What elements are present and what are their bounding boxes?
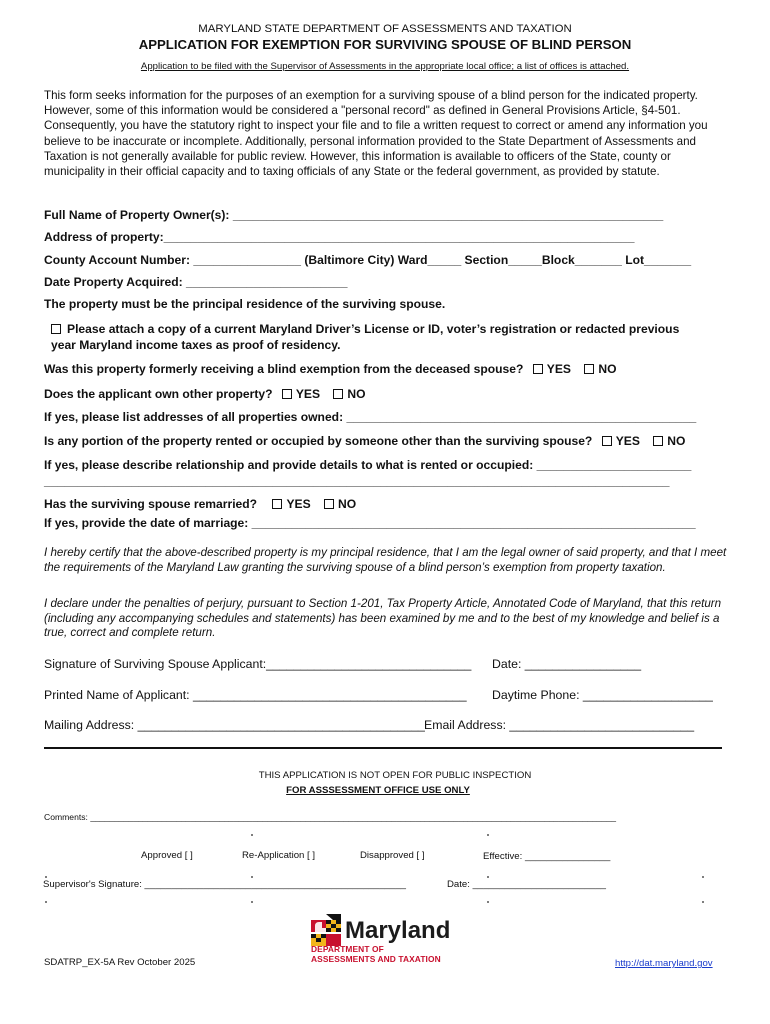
- not-open-notice: THIS APPLICATION IS NOT OPEN FOR PUBLIC INSPECTION: [258, 770, 532, 781]
- yes-label: YES: [295, 387, 321, 401]
- yes-label: YES: [546, 362, 571, 376]
- attach-proof-line2: year Maryland income taxes as proof of residency.: [51, 338, 341, 352]
- signature-field[interactable]: Signature of Surviving Spouse Applicant:______________________________: [44, 657, 472, 671]
- form-id: SDATRP_EX-5A Rev October 2025: [44, 957, 196, 968]
- form-subtitle: Application to be filed with the Supervisor of Assessments in the appropriate local office; a list of offices is attached.: [140, 61, 630, 72]
- approved-checkbox[interactable]: Approved [ ]: [141, 850, 193, 861]
- dept-name: [311, 945, 441, 964]
- county-account-field[interactable]: County Account Number: ________________ (Baltimore City) Ward_____ Section_____Block_______ Lot_______: [44, 253, 692, 267]
- blind-exemption-label: Was this property formerly receiving a blind exemption from the deceased spouse?: [44, 362, 524, 376]
- perjury-declaration: I declare under the penalties of perjury, pursuant to Section 1-201, Tax Property Article, Annotated Code of Maryland, that this return (including any accompanying schedules and statements) has been examined by me and to the best of my knowledge and belief is a true, correct and complete return.: [44, 597, 722, 640]
- agency-name: MARYLAND STATE DEPARTMENT OF ASSESSMENTS AND TAXATION: [198, 23, 572, 35]
- rented-label: Is any portion of the property rented or occupied by someone other than the surviving spouse?: [44, 434, 593, 448]
- yes-label: YES: [615, 434, 640, 448]
- daytime-phone-field[interactable]: Daytime Phone: ___________________: [492, 688, 713, 702]
- maryland-logo-word: Maryland: [345, 917, 451, 944]
- remarried-question: [44, 497, 356, 511]
- other-property-yes-checkbox[interactable]: [282, 389, 292, 399]
- blind-exemption-yes-checkbox[interactable]: [533, 364, 543, 374]
- reapplication-checkbox[interactable]: Re-Application [ ]: [242, 850, 316, 861]
- supervisor-signature-field[interactable]: Supervisor's Signature: _________________________________________________: [43, 879, 406, 890]
- attach-proof-line1: Please attach a copy of a current Maryland Driver’s License or ID, voter’s registration or redacted previous: [67, 322, 680, 336]
- owner-name-field[interactable]: Full Name of Property Owner(s): ________________________________________________________________: [44, 208, 664, 222]
- marriage-date-field[interactable]: If yes, provide the date of marriage: __________________________________________________________________: [44, 516, 696, 530]
- no-label: NO: [347, 387, 366, 401]
- rented-no-checkbox[interactable]: [653, 436, 663, 446]
- property-address-field[interactable]: Address of property:______________________________________________________________________: [44, 230, 635, 244]
- certification-statement: I hereby certify that the above-described property is my principal residence, that I am the legal owner of said property, and that I meet the requirements of the Maryland Law granting the surviving spouse of a blind person’s exemption from property taxation.: [44, 546, 727, 574]
- section-divider: [44, 747, 722, 749]
- other-property-no-checkbox[interactable]: [333, 389, 343, 399]
- yes-label: YES: [286, 497, 311, 511]
- relationship-details-field[interactable]: If yes, please describe relationship and provide details to what is rented or occupied: _______________________: [44, 458, 692, 472]
- office-use-heading: FOR ASSSESSMENT OFFICE USE ONLY: [286, 785, 470, 796]
- other-property-question: [44, 387, 366, 401]
- dept-name-line1: DEPARTMENT OF: [311, 944, 384, 954]
- principal-residence-note: The property must be the principal residence of the surviving spouse.: [44, 297, 446, 311]
- date-acquired-field[interactable]: Date Property Acquired: ________________________: [44, 275, 348, 289]
- effective-date-field[interactable]: Effective: ________________: [483, 851, 611, 862]
- blind-exemption-question: [44, 362, 617, 376]
- no-label: NO: [598, 362, 617, 376]
- blind-exemption-no-checkbox[interactable]: [584, 364, 594, 374]
- attach-proof-checkbox[interactable]: [51, 324, 61, 334]
- remarried-yes-checkbox[interactable]: [272, 499, 282, 509]
- attach-proof-item: [51, 322, 679, 336]
- relationship-details-continuation[interactable]: _____________________________________________________________________________________________: [44, 474, 670, 488]
- sdat-website-link[interactable]: http://dat.maryland.gov: [615, 958, 713, 969]
- no-label: NO: [338, 497, 357, 511]
- mailing-address-field[interactable]: Mailing Address: __________________________________________: [44, 718, 425, 732]
- rented-question: [44, 434, 685, 448]
- printed-name-field[interactable]: Printed Name of Applicant: ________________________________________: [44, 688, 467, 702]
- maryland-flag-icon: [311, 914, 345, 946]
- intro-paragraph: This form seeks information for the purposes of an exemption for a surviving spouse of a blind person for the indicated property. However, some of this information would be considered a "personal record" as defined in General Provisions Article, §4-501. Consequently, you have the statutory right to inspect your file and to file a written request to correct or amend any information you believe to be inaccurate or incomplete. Additionally, personal information provided to the State Department of Assessments and Taxation is not generally available for public review. However, this information is available to officers of the State, county or municipality in their official capacity and to taxing officials of any State or the federal government, as provided by statute.: [44, 89, 708, 179]
- remarried-label: Has the surviving spouse remarried?: [44, 497, 258, 511]
- comments-field[interactable]: Comments: ______________________________________________________________________________________________________________: [44, 812, 617, 822]
- rented-yes-checkbox[interactable]: [602, 436, 612, 446]
- signature-date-field[interactable]: Date: _________________: [492, 657, 642, 671]
- remarried-no-checkbox[interactable]: [324, 499, 334, 509]
- disapproved-checkbox[interactable]: Disapproved [ ]: [360, 850, 425, 861]
- list-addresses-field[interactable]: If yes, please list addresses of all properties owned: ____________________________________________________: [44, 410, 697, 424]
- form-title: APPLICATION FOR EXEMPTION FOR SURVIVING SPOUSE OF BLIND PERSON: [138, 37, 632, 52]
- email-address-field[interactable]: Email Address: ___________________________: [424, 718, 695, 732]
- no-label: NO: [667, 434, 686, 448]
- dept-name-line2: ASSESSMENTS AND TAXATION: [311, 953, 441, 964]
- other-property-label: Does the applicant own other property?: [44, 387, 273, 401]
- supervisor-date-field[interactable]: Date: _________________________: [447, 879, 606, 890]
